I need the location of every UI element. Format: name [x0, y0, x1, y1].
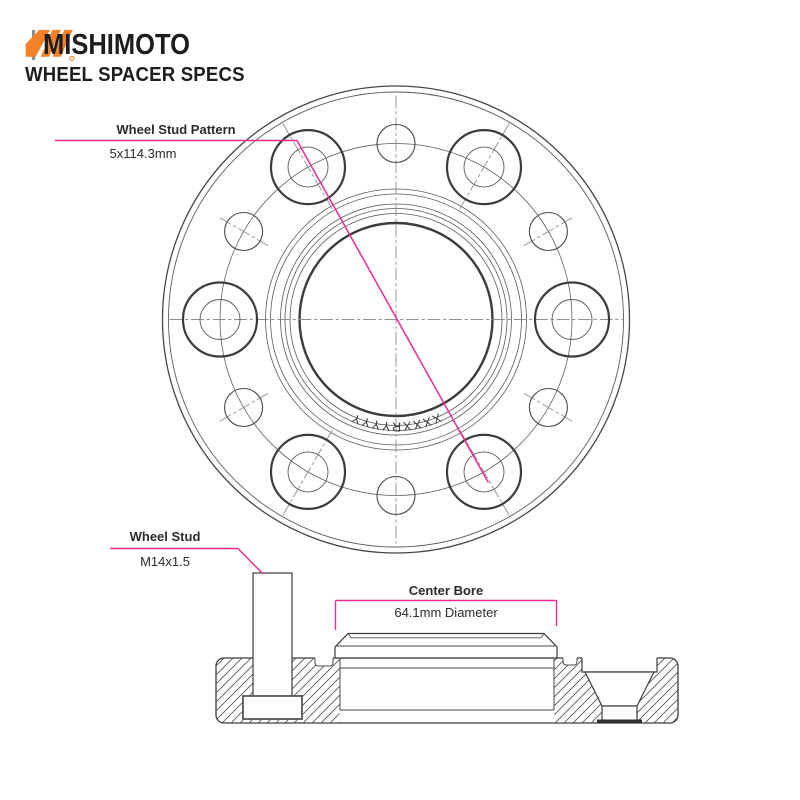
brand-name: MISHIMOTO [43, 28, 190, 61]
stud-pattern-value: 5x114.3mm [109, 146, 177, 161]
wheel-stud-shape [243, 573, 302, 719]
wheel-stud-label: Wheel Stud [129, 529, 201, 544]
page-title: WHEEL SPACER SPECS [25, 64, 245, 86]
center-bore-label: Center Bore [408, 583, 484, 598]
hub-boss [335, 634, 557, 659]
stud-pattern-label: Wheel Stud Pattern [116, 122, 236, 137]
engraving-text: XXXXRYYYY [348, 410, 444, 434]
bore-cavity [340, 659, 555, 722]
wheel-spacer-section-view [110, 549, 678, 724]
wheel-stud-value: M14x1.5 [140, 554, 190, 569]
center-bore-value: 64.1mm Diameter [394, 605, 498, 620]
